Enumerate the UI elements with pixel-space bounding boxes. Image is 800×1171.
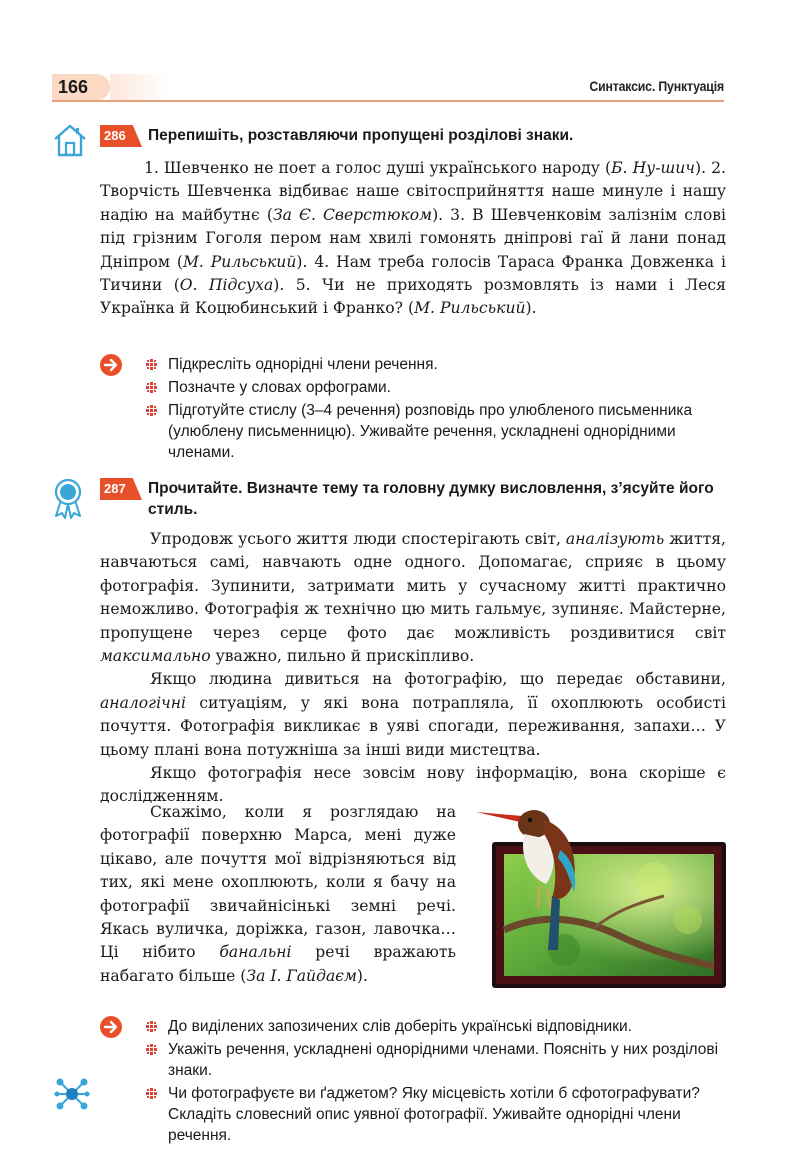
- page-number: 166: [52, 74, 110, 100]
- exercise-287-text-top: Упродовж усього життя люди спостерігають світ, аналізують життя, навчаються самі, навчають одне одного. Допомагає, сприяє в цьому фотографія. Зупинити, затримати мить у сучасному житті практично неможливо. Фотографія ж технічно цю мить гальмує, зупиняє. Майстерне, пропущене через серце фото дає можливість роздивитися світ максимально уважно, пильно й прискіпливо. Якщо людина дивиться на фотографію, що передає обставини, аналогічні ситуаціям, у які вона потрапляла, її охоплюють особисті почуття. Фотографія викликає в уяві спогади, переживання, запахи… У цьому плані вона потужніша за інші види мистецтва. Якщо фотографія несе зовсім нову інформацію, вона скоріше є дослідженням.: [100, 530, 726, 806]
- bullet-icon: [146, 1044, 157, 1055]
- bullet-icon: [146, 359, 157, 370]
- arrow-right-icon: [100, 354, 122, 376]
- exercise-286-task: Перепишіть, розставляючи пропущені розділові знаки.: [148, 127, 574, 144]
- kingfisher-photo: [474, 800, 726, 990]
- section-title: Синтаксис. Пунктуація: [589, 78, 724, 94]
- exercise-287-bullets: [146, 1016, 726, 1148]
- header-divider: [52, 100, 724, 102]
- list-item: Позначте у словах орфограми.: [146, 377, 726, 398]
- exercise-number-287: 287: [100, 478, 142, 500]
- page-header: [52, 74, 724, 102]
- molecule-icon: [54, 1076, 90, 1116]
- bullet-icon: [146, 1088, 157, 1099]
- list-item: Укажіть речення, ускладнені однорідними членами. Поясніть у них розділові знаки.: [146, 1039, 726, 1081]
- page-number-fade: [110, 74, 170, 100]
- exercise-287-task: Прочитайте. Визначте тему та головну думку висловлення, з’ясуйте його стиль.: [148, 480, 714, 518]
- list-item: Підготуйте стислу (3–4 речення) розповідь про улюбленого письменника (улюблену письменницю). Уживайте речення, ускладнені однорідними членами.: [146, 400, 726, 463]
- bullet-icon: [146, 1021, 157, 1032]
- bullet-icon: [146, 382, 157, 393]
- exercise-287-text-wrap: Скажімо, коли я розглядаю на фотографії поверхню Марса, мені дуже цікаво, але почуття мої відрізняються від тих, які мене охоплюють, коли я бачу на фотографії звичайнісінькі земні речі. Якась вуличка, доріжка, газон, лавочка… Ці нібито банальні речі вражають набагато більше (За І. Гайдаєм).: [100, 803, 456, 985]
- exercise-286-text: 1. Шевченко не поет а голос душі українського народу (Б. Ну-шич). 2. Творчість Шевченка відбиває наше світосприйняття наше минуле і нашу надію на майбутнє (За Є. Сверстюком). 3. В Шевченковім залізнім слові під грізним Гоголя пером нам хвилі гомонять дніпрові гаї й лани понад Дніпром (М. Рильський). 4. Нам треба голосів Тараса Франка Довженка і Тичини (О. Підсуха). 5. Чи не приходять розмовлять із нами і Леся Українка й Коцюбинський і Франко? (М. Рильський).: [100, 159, 726, 318]
- list-item: До виділених запозичених слів доберіть українські відповідники.: [146, 1016, 726, 1037]
- exercise-number-286: 286: [100, 125, 142, 147]
- home-icon: [52, 122, 88, 162]
- exercise-286-bullets: [146, 354, 726, 465]
- bullet-icon: [146, 405, 157, 416]
- arrow-right-icon: [100, 1016, 122, 1038]
- list-item: Підкресліть однорідні члени речення.: [146, 354, 726, 375]
- award-ribbon-icon: [50, 478, 86, 524]
- list-item: Чи фотографуєте ви ґаджетом? Яку місцевість хотіли б сфотографувати? Складіть словесний опис уявної фотографії. Уживайте однорідні члени речення.: [146, 1083, 726, 1146]
